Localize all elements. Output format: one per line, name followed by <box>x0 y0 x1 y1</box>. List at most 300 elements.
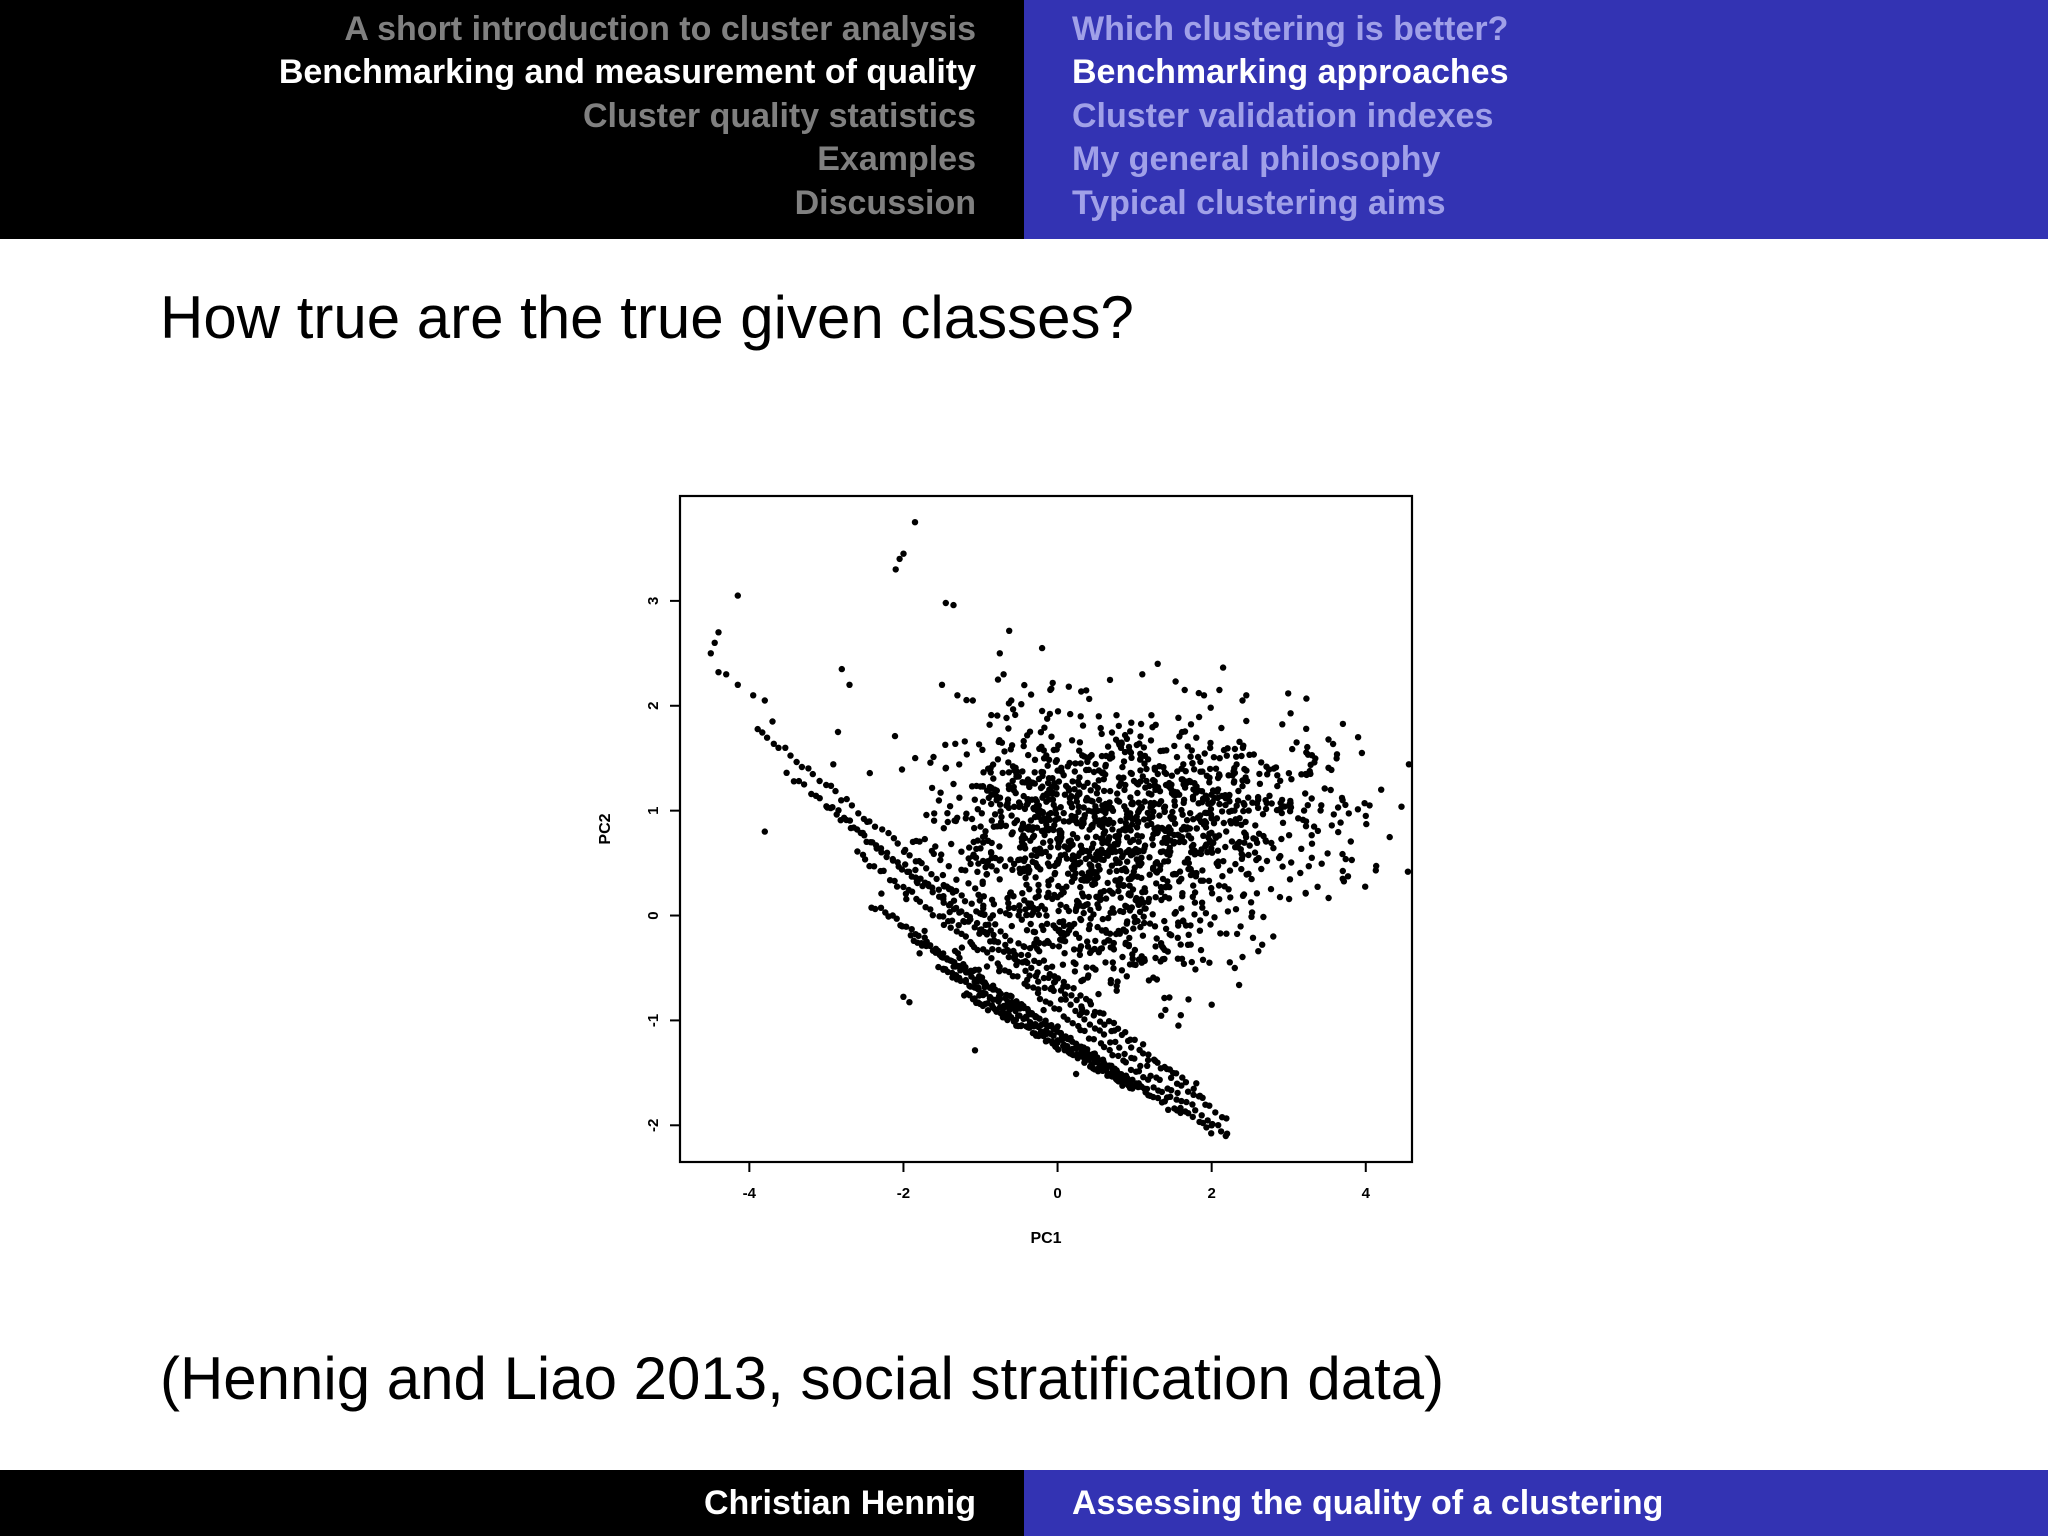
data-point <box>1175 935 1181 941</box>
data-point <box>975 806 981 812</box>
data-point <box>1030 984 1036 990</box>
data-point <box>1007 937 1013 943</box>
data-point <box>977 823 983 829</box>
data-point <box>1167 845 1173 851</box>
footer-author-area <box>0 1470 1024 1536</box>
data-point <box>1083 996 1089 1002</box>
data-point <box>909 926 915 932</box>
data-point <box>1002 942 1008 948</box>
data-point <box>1196 714 1202 720</box>
data-point <box>919 883 925 889</box>
data-point <box>1022 958 1028 964</box>
data-point <box>1219 808 1225 814</box>
data-point <box>1042 906 1048 912</box>
data-point <box>1185 1089 1191 1095</box>
data-point <box>991 901 997 907</box>
data-point <box>759 729 765 735</box>
nav-section-discussion[interactable]: Discussion <box>794 184 976 222</box>
data-point <box>1302 790 1308 796</box>
data-point <box>995 998 1001 1004</box>
data-point <box>1084 758 1090 764</box>
data-point <box>1232 861 1238 867</box>
data-point <box>1243 767 1249 773</box>
data-point <box>1158 1013 1164 1019</box>
data-point <box>1303 823 1309 829</box>
data-point <box>1201 821 1207 827</box>
data-point <box>1161 918 1167 924</box>
data-point <box>913 858 919 864</box>
nav-subsection-benchmarking-approaches[interactable]: Benchmarking approaches <box>1072 53 1509 91</box>
data-point <box>1119 967 1125 973</box>
data-point <box>976 741 982 747</box>
data-point <box>866 818 872 824</box>
data-point <box>1192 966 1198 972</box>
data-point <box>1108 944 1114 950</box>
data-point <box>1032 874 1038 880</box>
data-point <box>1124 973 1130 979</box>
data-point <box>1359 750 1365 756</box>
data-point <box>1306 863 1312 869</box>
data-point <box>1028 921 1034 927</box>
data-point <box>890 857 896 863</box>
data-point <box>1098 846 1104 852</box>
data-point <box>1057 902 1063 908</box>
data-point <box>1120 926 1126 932</box>
data-point <box>1055 844 1061 850</box>
data-point <box>1287 800 1293 806</box>
data-point <box>1140 1041 1146 1047</box>
data-point <box>1259 942 1265 948</box>
data-point <box>923 865 929 871</box>
data-point <box>1041 747 1047 753</box>
footer-author: Christian Hennig <box>703 1484 976 1522</box>
data-point <box>1018 952 1024 958</box>
data-point <box>1072 768 1078 774</box>
navigation-header <box>0 0 2048 239</box>
data-point <box>1123 868 1129 874</box>
data-point <box>1068 992 1074 998</box>
data-point <box>1028 900 1034 906</box>
data-point <box>980 839 986 845</box>
data-point <box>1047 844 1053 850</box>
data-point <box>1061 950 1067 956</box>
data-point <box>951 906 957 912</box>
data-point <box>1186 932 1192 938</box>
data-point <box>1150 911 1156 917</box>
data-point <box>1216 896 1222 902</box>
data-point <box>1028 691 1034 697</box>
data-point <box>971 825 977 831</box>
data-point <box>1066 684 1072 690</box>
data-point <box>1056 928 1062 934</box>
data-point <box>1077 850 1083 856</box>
data-point <box>940 913 946 919</box>
data-point <box>1127 892 1133 898</box>
data-point <box>1324 850 1330 856</box>
data-point <box>1077 739 1083 745</box>
data-point <box>1087 950 1093 956</box>
data-point <box>1113 860 1119 866</box>
data-point <box>975 837 981 843</box>
data-point <box>1129 821 1135 827</box>
nav-subsection-clustering-aims[interactable]: Typical clustering aims <box>1072 184 1446 222</box>
data-point <box>1334 751 1340 757</box>
data-point <box>1305 802 1311 808</box>
data-point <box>1132 947 1138 953</box>
data-point <box>1078 713 1084 719</box>
data-point <box>1169 809 1175 815</box>
data-point <box>904 869 910 875</box>
data-point <box>1055 908 1061 914</box>
data-point <box>1077 859 1083 865</box>
data-point <box>1340 868 1346 874</box>
data-point <box>1015 959 1021 965</box>
data-point <box>1224 745 1230 751</box>
data-point <box>1279 721 1285 727</box>
data-point <box>1086 853 1092 859</box>
data-point <box>1012 712 1018 718</box>
data-point <box>1199 768 1205 774</box>
data-point <box>1309 841 1315 847</box>
data-point <box>1348 838 1354 844</box>
data-point <box>1146 854 1152 860</box>
data-point <box>1192 899 1198 905</box>
nav-subsection-which-better[interactable]: Which clustering is better? <box>1072 10 1509 48</box>
data-point <box>1131 869 1137 875</box>
data-point <box>828 783 834 789</box>
nav-section-introduction[interactable]: A short introduction to cluster analysis <box>344 10 976 48</box>
data-point <box>984 963 990 969</box>
data-point <box>988 712 994 718</box>
data-point <box>1227 894 1233 900</box>
data-point <box>938 851 944 857</box>
data-point <box>1105 880 1111 886</box>
data-point <box>1398 804 1404 810</box>
data-point <box>926 883 932 889</box>
data-point <box>966 844 972 850</box>
data-point <box>1071 946 1077 952</box>
data-point <box>1006 769 1012 775</box>
data-point <box>1142 905 1148 911</box>
data-point <box>1064 855 1070 861</box>
data-point <box>1069 737 1075 743</box>
data-point <box>1286 770 1292 776</box>
data-point <box>941 882 947 888</box>
data-point <box>1087 907 1093 913</box>
data-point <box>980 905 986 911</box>
data-point <box>1199 799 1205 805</box>
data-point <box>1250 935 1256 941</box>
data-point <box>1122 732 1128 738</box>
data-point <box>976 967 982 973</box>
data-point <box>1236 982 1242 988</box>
data-point <box>723 671 729 677</box>
data-point <box>931 851 937 857</box>
data-point <box>940 872 946 878</box>
data-point <box>1339 851 1345 857</box>
data-point <box>1127 728 1133 734</box>
data-point <box>1134 918 1140 924</box>
data-point <box>872 906 878 912</box>
data-point <box>1080 903 1086 909</box>
data-point <box>893 566 899 572</box>
data-point <box>1216 687 1222 693</box>
data-point <box>1121 758 1127 764</box>
data-point <box>1195 814 1201 820</box>
data-point <box>1004 800 1010 806</box>
data-point <box>1256 771 1262 777</box>
data-point <box>1117 908 1123 914</box>
data-point <box>1056 778 1062 784</box>
data-point <box>1237 923 1243 929</box>
data-point <box>1277 778 1283 784</box>
data-point <box>981 929 987 935</box>
data-point <box>1113 931 1119 937</box>
x-tick-label: 2 <box>1207 1185 1216 1202</box>
data-point <box>1175 1022 1181 1028</box>
data-point <box>1235 844 1241 850</box>
data-point <box>1278 836 1284 842</box>
data-point <box>1030 834 1036 840</box>
data-point <box>1184 824 1190 830</box>
data-point <box>1172 821 1178 827</box>
data-point <box>1020 943 1026 949</box>
x-tick-label: -4 <box>742 1185 757 1202</box>
data-point <box>922 836 928 842</box>
data-point <box>1178 1082 1184 1088</box>
data-point <box>1110 965 1116 971</box>
nav-section-benchmarking[interactable]: Benchmarking and measurement of quality <box>278 53 976 91</box>
data-point <box>962 738 968 744</box>
data-point <box>878 849 884 855</box>
data-point <box>1229 838 1235 844</box>
data-point <box>1240 808 1246 814</box>
data-point <box>1034 847 1040 853</box>
data-point <box>854 826 860 832</box>
data-point <box>830 761 836 767</box>
data-point <box>1127 961 1133 967</box>
data-point <box>843 817 849 823</box>
scatter-plot <box>580 480 1480 1260</box>
data-point <box>937 790 943 796</box>
data-point <box>1232 746 1238 752</box>
data-point <box>1115 888 1121 894</box>
data-point <box>1075 809 1081 815</box>
data-point <box>936 887 942 893</box>
data-point <box>1325 765 1331 771</box>
data-point <box>1003 910 1009 916</box>
data-point <box>1035 990 1041 996</box>
data-point <box>799 764 805 770</box>
data-point <box>1189 844 1195 850</box>
data-point <box>1006 628 1012 634</box>
data-point <box>1194 825 1200 831</box>
data-point <box>1405 869 1411 875</box>
data-point <box>1161 947 1167 953</box>
data-point <box>1079 890 1085 896</box>
data-point <box>1124 920 1130 926</box>
data-point <box>1096 713 1102 719</box>
data-point <box>839 666 845 672</box>
data-point <box>1085 972 1091 978</box>
data-point <box>1138 721 1144 727</box>
data-point <box>1127 794 1133 800</box>
data-point <box>1008 889 1014 895</box>
data-point <box>1099 824 1105 830</box>
data-point <box>1135 900 1141 906</box>
data-point <box>1130 956 1136 962</box>
data-point <box>989 863 995 869</box>
data-point <box>1134 790 1140 796</box>
data-point <box>1181 800 1187 806</box>
data-point <box>1096 797 1102 803</box>
data-point <box>1093 857 1099 863</box>
data-point <box>810 771 816 777</box>
data-point <box>1010 706 1016 712</box>
data-point <box>1180 776 1186 782</box>
data-point <box>708 650 714 656</box>
data-point <box>1070 874 1076 880</box>
nav-section-quality-statistics[interactable]: Cluster quality statistics <box>582 97 976 135</box>
data-point <box>1158 849 1164 855</box>
data-point <box>1045 975 1051 981</box>
data-point <box>1000 770 1006 776</box>
data-point <box>1191 1086 1197 1092</box>
data-point <box>1231 778 1237 784</box>
data-point <box>1149 814 1155 820</box>
data-point <box>996 737 1002 743</box>
data-point <box>1190 882 1196 888</box>
data-point <box>1223 828 1229 834</box>
data-point <box>927 906 933 912</box>
data-point <box>1100 835 1106 841</box>
data-point <box>1116 798 1122 804</box>
data-point <box>1073 1071 1079 1077</box>
data-point <box>1159 1089 1165 1095</box>
data-point <box>1073 905 1079 911</box>
data-point <box>1037 866 1043 872</box>
data-point <box>817 795 823 801</box>
data-point <box>974 947 980 953</box>
data-point <box>903 924 909 930</box>
data-point <box>1189 760 1195 766</box>
data-point <box>948 841 954 847</box>
data-point <box>1022 855 1028 861</box>
data-point <box>936 894 942 900</box>
data-point <box>1252 822 1258 828</box>
data-point <box>1173 1096 1179 1102</box>
data-point <box>912 755 918 761</box>
data-point <box>1087 922 1093 928</box>
data-point <box>1081 1016 1087 1022</box>
data-point <box>1287 876 1293 882</box>
data-point <box>1083 767 1089 773</box>
data-point <box>1190 894 1196 900</box>
data-point <box>1308 762 1314 768</box>
data-point <box>1199 867 1205 873</box>
data-point <box>930 754 936 760</box>
data-point <box>1328 787 1334 793</box>
data-point <box>1172 678 1178 684</box>
y-tick-label: -1 <box>645 1013 662 1028</box>
data-point <box>1149 835 1155 841</box>
data-point <box>1218 725 1224 731</box>
data-point <box>1137 751 1143 757</box>
data-point <box>1193 735 1199 741</box>
data-point <box>1145 1077 1151 1083</box>
data-point <box>923 812 929 818</box>
nav-section-examples[interactable]: Examples <box>817 140 976 178</box>
data-point <box>1109 754 1115 760</box>
data-point <box>1067 711 1073 717</box>
data-point <box>1102 801 1108 807</box>
data-point <box>1044 716 1050 722</box>
data-point <box>1206 960 1212 966</box>
data-point <box>1227 818 1233 824</box>
data-point <box>900 884 906 890</box>
data-point <box>1155 661 1161 667</box>
data-point <box>1166 994 1172 1000</box>
data-point <box>1094 790 1100 796</box>
data-point <box>1241 891 1247 897</box>
data-point <box>1171 871 1177 877</box>
data-point <box>1208 885 1214 891</box>
data-point <box>1346 810 1352 816</box>
data-point <box>1070 985 1076 991</box>
data-point <box>1059 886 1065 892</box>
data-point <box>908 932 914 938</box>
data-point <box>1216 801 1222 807</box>
data-point <box>1240 800 1246 806</box>
data-point <box>1200 957 1206 963</box>
data-point <box>1171 743 1177 749</box>
data-point <box>1192 1107 1198 1113</box>
data-point <box>1075 792 1081 798</box>
data-point <box>1143 778 1149 784</box>
data-point <box>1208 1130 1214 1136</box>
data-point <box>1148 737 1154 743</box>
data-point <box>1070 831 1076 837</box>
data-point <box>1041 725 1047 731</box>
data-point <box>1111 909 1117 915</box>
data-point <box>1217 755 1223 761</box>
data-point <box>1110 959 1116 965</box>
data-point <box>1274 772 1280 778</box>
data-point <box>1123 940 1129 946</box>
data-point <box>1034 1014 1040 1020</box>
data-point <box>1197 928 1203 934</box>
data-point <box>941 825 947 831</box>
data-point <box>929 785 935 791</box>
data-point <box>1339 795 1345 801</box>
data-point <box>769 718 775 724</box>
data-point <box>1036 888 1042 894</box>
data-point <box>953 877 959 883</box>
data-point <box>1066 838 1072 844</box>
data-point <box>1103 895 1109 901</box>
data-point <box>1206 1103 1212 1109</box>
data-point <box>1252 849 1258 855</box>
data-point <box>848 825 854 831</box>
data-point <box>939 682 945 688</box>
data-point <box>1046 796 1052 802</box>
data-point <box>1234 931 1240 937</box>
data-point <box>998 814 1004 820</box>
nav-subsection-validation-indexes[interactable]: Cluster validation indexes <box>1072 97 1494 135</box>
nav-subsection-philosophy[interactable]: My general philosophy <box>1072 140 1441 178</box>
data-point <box>1134 742 1140 748</box>
data-point <box>1039 783 1045 789</box>
